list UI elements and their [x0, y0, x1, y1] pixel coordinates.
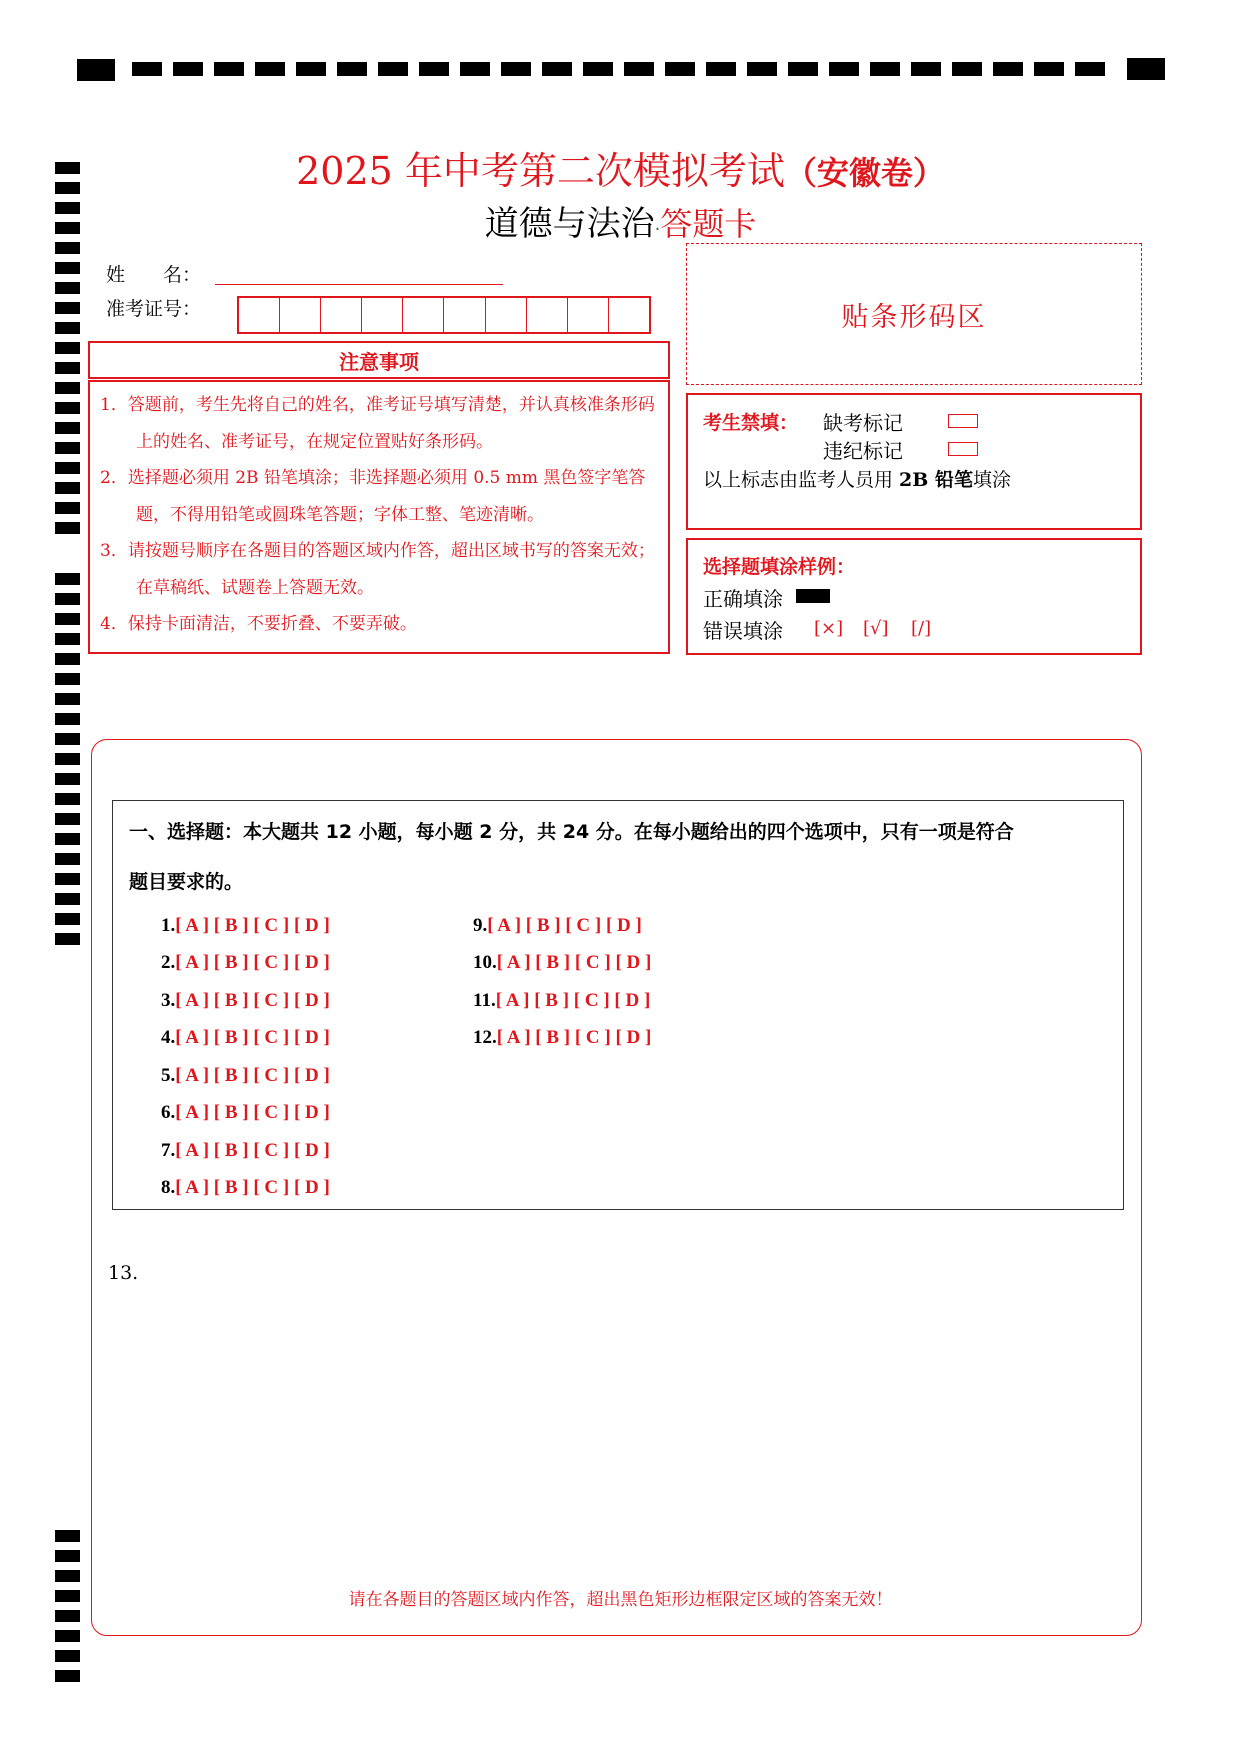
choice-section [112, 800, 1124, 1210]
question-number: 7. [161, 1140, 176, 1161]
question-1[interactable] [161, 915, 330, 937]
answer-options[interactable]: [ A ] [ B ] [ C ] [ D ] [175, 1140, 330, 1161]
timing-mark [55, 322, 80, 334]
timing-mark [993, 62, 1023, 76]
timing-mark [55, 813, 80, 825]
timing-mark [55, 382, 80, 394]
wrong-fill-slash: [/] [911, 618, 932, 639]
timing-mark [55, 1630, 80, 1642]
proctor-note-post: 填涂 [972, 469, 1011, 491]
id-digit-cell[interactable] [527, 298, 568, 332]
wrong-fill-check: [√] [863, 618, 889, 639]
answer-options[interactable]: [ A ] [ B ] [ C ] [ D ] [496, 1027, 652, 1048]
answer-options[interactable]: [ A ] [ B ] [ C ] [ D ] [175, 1102, 330, 1123]
proctor-marks-box [686, 393, 1142, 530]
question-6[interactable] [161, 1102, 330, 1124]
timing-mark [1034, 62, 1064, 76]
timing-mark [55, 262, 80, 274]
page-subtitle [0, 196, 1241, 245]
question-number: 12. [473, 1027, 497, 1048]
timing-mark [77, 59, 115, 81]
timing-mark [296, 62, 326, 76]
timing-mark [55, 1550, 80, 1562]
wrong-fill-cross: [×] [814, 618, 844, 639]
timing-mark [55, 613, 80, 625]
wrong-fill-label: 错误填涂 [703, 619, 783, 643]
timing-mark [55, 1670, 80, 1682]
forbid-label: 考生禁填： [703, 412, 799, 434]
timing-mark [1127, 58, 1165, 80]
notice-item-4: 4．保持卡面清洁，不要折叠、不要弄破。 [100, 614, 417, 634]
notice-item-2: 2．选择题必须用 2B 铅笔填涂；非选择题必须用 0.5 mm 黑色签字笔答题，不得用铅笔或圆珠笔答题；字体工整、笔迹清晰。 [100, 468, 646, 525]
timing-mark [55, 1530, 80, 1542]
name-label: 姓 名： [106, 264, 202, 286]
question-11[interactable] [473, 990, 650, 1012]
question-number: 11. [473, 990, 496, 1011]
sample-title: 选择题填涂样例： [703, 556, 856, 578]
page-title [0, 140, 1241, 195]
timing-mark [132, 62, 162, 76]
title-province: （安徽卷） [784, 154, 945, 192]
timing-mark [55, 482, 80, 494]
question-8[interactable] [161, 1177, 330, 1199]
timing-mark [55, 593, 80, 605]
timing-mark [624, 62, 654, 76]
barcode-area[interactable] [686, 243, 1142, 385]
id-digit-cell[interactable] [609, 298, 649, 332]
correct-fill-label: 正确填涂 [703, 587, 783, 611]
timing-mark [829, 62, 859, 76]
timing-mark [55, 1650, 80, 1662]
timing-mark [55, 362, 80, 374]
question-number: 5. [161, 1065, 176, 1086]
timing-mark [55, 522, 80, 534]
absent-mark-label: 缺考标记 [823, 411, 903, 435]
timing-mark [55, 753, 80, 765]
timing-mark [870, 62, 900, 76]
proctor-note-pre: 以上标志由监考人员用 [703, 469, 900, 491]
timing-mark [55, 633, 80, 645]
timing-mark [542, 62, 572, 76]
timing-mark [706, 62, 736, 76]
question-12[interactable] [473, 1027, 651, 1049]
question-number: 9. [473, 915, 488, 936]
question-4[interactable] [161, 1027, 330, 1049]
title-separator: · [654, 219, 661, 240]
timing-mark [55, 402, 80, 414]
id-digit-cell[interactable] [403, 298, 444, 332]
answer-options[interactable]: [ A ] [ B ] [ C ] [ D ] [496, 952, 652, 973]
question-number: 8. [161, 1177, 176, 1198]
absent-mark-box[interactable] [948, 414, 978, 428]
question-number: 2. [161, 952, 176, 973]
question-7[interactable] [161, 1140, 330, 1162]
question-number: 4. [161, 1027, 176, 1048]
timing-mark [55, 442, 80, 454]
timing-mark [1075, 62, 1105, 76]
question-9[interactable] [473, 915, 642, 937]
question-number: 6. [161, 1102, 176, 1123]
timing-mark [378, 62, 408, 76]
timing-mark [55, 793, 80, 805]
choice-instruction-line1: 一、选择题：本大题共 12 小题，每小题 2 分，共 24 分。在每小题给出的四个选项中，只有一项是符合 [129, 821, 1014, 843]
answer-options[interactable]: [ A ] [ B ] [ C ] [ D ] [175, 1065, 330, 1086]
timing-mark [788, 62, 818, 76]
violation-mark-box[interactable] [948, 442, 978, 456]
timing-mark [173, 62, 203, 76]
id-digit-cell[interactable] [239, 298, 280, 332]
question-13-answer-area[interactable] [140, 1290, 1120, 1570]
timing-mark [214, 62, 244, 76]
fill-sample-box [686, 538, 1142, 655]
answer-card-label: 答题卡 [660, 205, 757, 243]
answer-options[interactable]: [ A ] [ B ] [ C ] [ D ] [175, 915, 330, 936]
timing-mark [55, 282, 80, 294]
answer-options[interactable]: [ A ] [ B ] [ C ] [ D ] [175, 952, 330, 973]
question-number: 10. [473, 952, 497, 973]
timing-mark [55, 342, 80, 354]
timing-mark [419, 62, 449, 76]
timing-mark [665, 62, 695, 76]
subject-name: 道德与法治 [484, 204, 655, 244]
correct-fill-sample [796, 589, 830, 603]
barcode-label: 贴条形码区 [841, 301, 987, 333]
name-field[interactable] [215, 283, 503, 285]
timing-mark [460, 62, 490, 76]
timing-mark [55, 693, 80, 705]
timing-mark [55, 653, 80, 665]
timing-mark [55, 933, 80, 945]
question-number: 1. [161, 915, 176, 936]
id-label: 准考证号： [106, 298, 202, 320]
timing-mark [55, 713, 80, 725]
notice-title: 注意事项 [88, 341, 670, 379]
timing-mark [55, 853, 80, 865]
proctor-note-bold: 2B 铅笔 [899, 469, 973, 491]
proctor-note [703, 465, 1011, 492]
timing-mark [55, 873, 80, 885]
timing-mark [583, 62, 613, 76]
timing-mark [55, 1610, 80, 1622]
id-digit-cell[interactable] [486, 298, 527, 332]
answer-options[interactable]: [ A ] [ B ] [ C ] [ D ] [175, 990, 330, 1011]
timing-mark [55, 733, 80, 745]
timing-mark [55, 673, 80, 685]
answer-options[interactable]: [ A ] [ B ] [ C ] [ D ] [175, 1027, 330, 1048]
answer-options[interactable]: [ A ] [ B ] [ C ] [ D ] [487, 915, 642, 936]
timing-mark [55, 502, 80, 514]
title-main-text: 2025 年中考第二次模拟考试 [296, 149, 785, 193]
id-number-field[interactable] [237, 296, 651, 334]
timing-mark [55, 1570, 80, 1582]
timing-mark [55, 913, 80, 925]
timing-mark [747, 62, 777, 76]
answer-options[interactable]: [ A ] [ B ] [ C ] [ D ] [175, 1177, 330, 1198]
timing-mark [55, 573, 80, 585]
timing-mark [55, 462, 80, 474]
timing-mark [55, 773, 80, 785]
notice-item-3: 3．请按题号顺序在各题目的答题区域内作答，超出区域书写的答案无效；在草稿纸、试题卷上答题无效。 [100, 541, 655, 598]
footer-warning: 请在各题目的答题区域内作答，超出黑色矩形边框限定区域的答案无效！ [348, 1590, 893, 1610]
id-digit-cell[interactable] [444, 298, 485, 332]
timing-mark [501, 62, 531, 76]
notice-item-1: 1．答题前，考生先将自己的姓名，准考证号填写清楚，并认真核准条形码上的姓名、准考证号，在规定位置贴好条形码。 [100, 395, 655, 452]
question-number: 3. [161, 990, 176, 1011]
timing-mark [55, 422, 80, 434]
question-10[interactable] [473, 952, 651, 974]
notice-box [88, 380, 670, 654]
choice-instruction-line2: 题目要求的。 [129, 871, 244, 893]
question-2[interactable] [161, 952, 330, 974]
timing-mark [55, 833, 80, 845]
id-digit-cell[interactable] [280, 298, 321, 332]
timing-mark [337, 62, 367, 76]
id-digit-cell[interactable] [362, 298, 403, 332]
question-13-label: 13. [108, 1262, 139, 1284]
id-digit-cell[interactable] [321, 298, 362, 332]
violation-mark-label: 违纪标记 [823, 439, 903, 463]
answer-options[interactable]: [ A ] [ B ] [ C ] [ D ] [495, 990, 651, 1011]
timing-mark [911, 62, 941, 76]
timing-mark [55, 893, 80, 905]
timing-mark [55, 302, 80, 314]
question-5[interactable] [161, 1065, 330, 1087]
timing-mark [952, 62, 982, 76]
timing-mark [255, 62, 285, 76]
id-digit-cell[interactable] [568, 298, 609, 332]
question-3[interactable] [161, 990, 330, 1012]
